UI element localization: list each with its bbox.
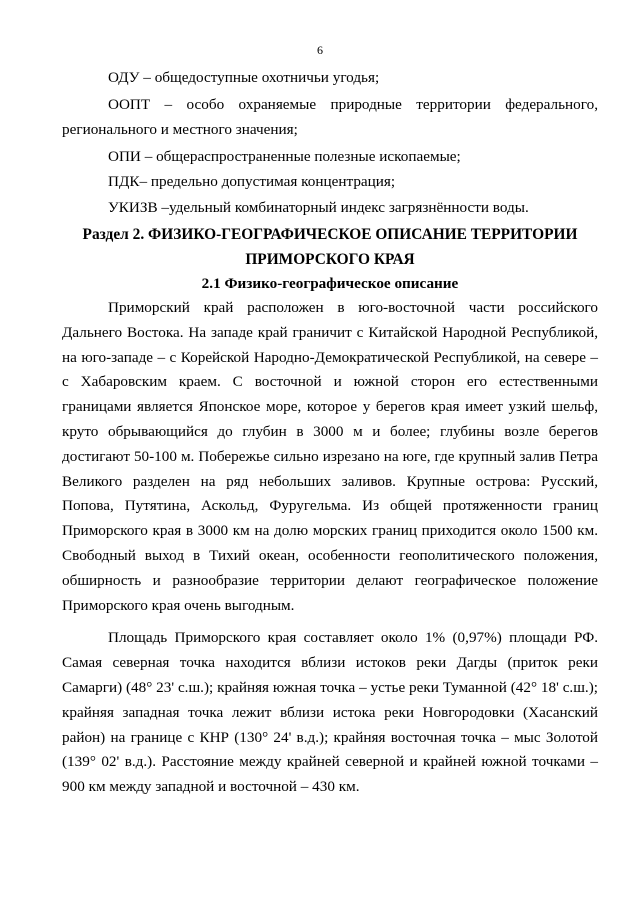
- abbreviation-item: [62, 170, 598, 195]
- abbreviation-item: [62, 66, 598, 91]
- abbreviation-text: ООПТ – особо охраняемые природные территории федерального, регионального и местного значения;: [62, 96, 598, 138]
- paragraph: Площадь Приморского края составляет около 1% (0,97%) площади РФ. Самая северная точка находится вблизи истоков реки Дагды (приток реки Самарги) (48° 23' с.ш.); крайняя южная точка – устье реки Туманной (42° 18' с.ш.); крайняя западная точка лежит вблизи истока реки Новгородовки (Хасанский район) на границе с КНР (130° 24' в.д.); крайняя восточная точка – мыс Золотой (139° 02' в.д.). Расстояние между крайней северной и крайней южной точками – 900 км между западной и восточной – 430 км.: [62, 629, 598, 796]
- page-number: 6: [317, 43, 323, 57]
- abbreviation-item: [62, 196, 598, 221]
- abbreviation-text: ОДУ – общедоступные охотничьи угодья;: [108, 69, 380, 86]
- abbreviation-text: ОПИ – общераспространенные полезные ископаемые;: [108, 148, 461, 165]
- body-text: [62, 296, 598, 800]
- abbreviation-item: [62, 93, 598, 143]
- abbreviation-text: УКИЗВ –удельный комбинаторный индекс загрязнённости воды.: [108, 199, 529, 216]
- section-title: Раздел 2. ФИЗИКО-ГЕОГРАФИЧЕСКОЕ ОПИСАНИЕ ТЕРРИТОРИИ ПРИМОРСКОГО КРАЯ: [82, 226, 578, 268]
- abbreviation-item: [62, 145, 598, 170]
- subsection-title: 2.1 Физико-географическое описание: [201, 275, 459, 292]
- abbreviation-text: ПДК– предельно допустимая концентрация;: [108, 173, 396, 190]
- paragraph: Приморский край расположен в юго-восточной части российского Дальнего Востока. На западе край граничит с Китайской Народной Республикой, на юго-западе – с Корейской Народно-Демократической Республикой, на севере – с Хабаровским краем. С восточной и южной сторон его естественными границами является Японское море, которое у берегов края имеет узкий шельф, круто обрывающийся до глубин в 3000 м и более; глубины возле берегов достигают 50-100 м. Побережье сильно изрезано на юге, где крупный залив Петра Великого разделен на ряд небольших заливов. Крупные острова: Русский, Попова, Путятина, Аскольд, Фуругельма. Из общей протяженности границ Приморского края в 3000 км на долю морских границ приходится около 1500 км. Свободный выход в Тихий океан, особенности геополитического положения, обширность и разнообразие территории делают географическое положение Приморского края очень выгодным.: [62, 299, 598, 614]
